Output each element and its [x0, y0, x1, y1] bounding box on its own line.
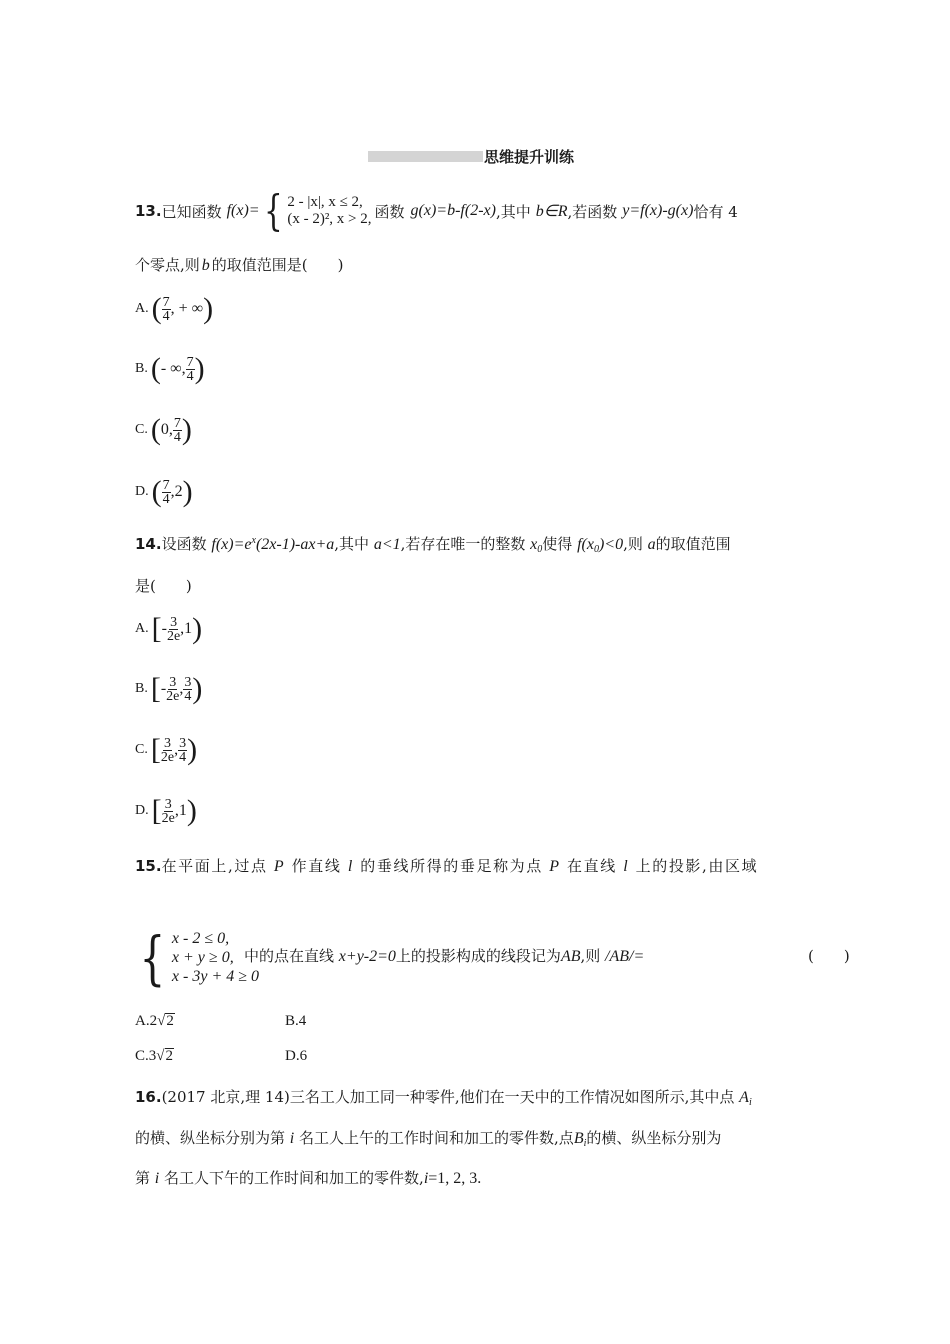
q16-line2: [135, 1127, 721, 1149]
q13-text3: ,其中: [495, 202, 531, 221]
q14-fx0-b: )<0: [598, 536, 624, 553]
q13-fx: f(x)=: [226, 202, 260, 219]
q16-Ai: [739, 1089, 752, 1106]
q14-x0: [530, 536, 542, 553]
option-sep: ,: [174, 741, 179, 758]
option-rest: ,1: [180, 620, 193, 637]
q16-text3a: 第: [135, 1169, 151, 1187]
sqrt-sign: √: [157, 1013, 166, 1029]
q15-text5: 上的投影,由区域: [635, 857, 759, 875]
radicand: 2: [165, 1048, 173, 1064]
q15-system: [134, 923, 260, 992]
q14-x: x: [530, 536, 538, 553]
close-paren: ): [203, 292, 214, 325]
q15-ineq1: x - 2 ≤ 0,: [171, 930, 230, 947]
q14-option-d[interactable]: [135, 796, 197, 826]
q15-text6: 中的点在直线: [244, 947, 335, 965]
q15-option-c[interactable]: [135, 1048, 174, 1065]
q13-text4: ,若函数: [567, 202, 618, 221]
denominator: 4: [179, 749, 187, 765]
numerator: 3: [169, 674, 177, 690]
open-bracket: [: [150, 672, 161, 705]
q16-text3b: 名工人下午的工作时间和加工的零件数,: [164, 1169, 424, 1187]
q15-number: 15.: [135, 857, 162, 875]
q16-B-sub: i: [583, 1138, 587, 1149]
open-paren: (: [150, 413, 161, 446]
q15-option-d[interactable]: [285, 1048, 307, 1065]
q16-text2a: 的横、纵坐标分别为第: [135, 1129, 286, 1147]
q15-line-eq: x+y-2=0: [338, 948, 396, 965]
q13-line2a: 个零点,则: [135, 256, 200, 274]
fraction: [161, 737, 174, 764]
q13-brace: {: [263, 186, 283, 235]
q15-text7: 上的投影构成的线段记为: [395, 947, 561, 965]
q15-line1: [135, 855, 758, 876]
q15-text4: 在直线: [567, 857, 617, 875]
option-pre: 0,: [160, 421, 173, 438]
q16-line3: [135, 1167, 481, 1188]
option-pre: -: [161, 620, 167, 637]
q13-line2: [135, 254, 344, 275]
q16-i3: i: [423, 1170, 429, 1187]
option-value: 3: [148, 1048, 157, 1064]
option-label: C.: [135, 742, 148, 757]
denominator: 2e: [160, 749, 175, 765]
option-value: 2: [149, 1013, 158, 1029]
option-sep: ,: [179, 680, 184, 697]
close-paren: ): [194, 352, 205, 385]
section-title: 思维提升训练: [484, 148, 575, 166]
q16-text2c: 的横、纵坐标分别为: [586, 1129, 722, 1147]
q14-cond: a<1: [373, 536, 401, 553]
close-paren: ): [192, 672, 203, 705]
q16-B: B: [573, 1130, 584, 1147]
q16-text1: (2017 北京,理 14)三名工人加工同一种零件,他们在一天中的工作情况如图所示,其中点: [161, 1088, 735, 1106]
option-pre: - ∞,: [160, 360, 186, 377]
q13-number: 13.: [135, 202, 162, 220]
q15-text8: ,则: [580, 947, 601, 965]
option-label: C.: [135, 1048, 149, 1064]
section-bar: [368, 151, 483, 162]
numerator: 3: [164, 796, 172, 812]
q14-fdef-a: f(x)=e: [211, 536, 252, 553]
open-paren: (: [151, 292, 162, 325]
q16-i1: i: [289, 1130, 295, 1147]
q15-l2: l: [623, 858, 630, 875]
fraction: [162, 296, 171, 323]
option-rest: ,2: [170, 483, 183, 500]
q13-case2: (x - 2)², x > 2,: [287, 211, 372, 227]
denominator: 4: [186, 368, 194, 384]
q13-text1: 已知函数: [161, 202, 222, 221]
denominator: 4: [173, 429, 181, 445]
q13-option-b[interactable]: [135, 354, 205, 384]
option-label: B.: [285, 1013, 299, 1029]
q15-line2: [134, 923, 260, 992]
q14-option-a[interactable]: [135, 614, 202, 644]
sqrt-sign: √: [156, 1048, 165, 1064]
q14-a: a: [647, 536, 656, 553]
option-rest: , + ∞: [170, 300, 204, 317]
q15-brace: {: [139, 923, 166, 992]
denominator: 4: [162, 308, 170, 324]
option-label: A.: [135, 301, 149, 316]
q13-b: b: [201, 257, 210, 274]
q13-option-d[interactable]: [135, 477, 193, 507]
fraction: [162, 479, 171, 506]
q15-answer-blank: ( ): [808, 947, 850, 965]
fraction: [162, 798, 175, 825]
numerator: 7: [173, 415, 181, 431]
radicand: 2: [166, 1013, 174, 1029]
denominator: 4: [184, 688, 192, 704]
option-label: D.: [285, 1048, 300, 1064]
option-label: B.: [135, 361, 148, 376]
close-paren: ): [192, 612, 203, 645]
option-label: A.: [135, 1013, 150, 1029]
q16-Bi: [574, 1130, 587, 1147]
q15-P1: P: [273, 858, 286, 875]
q14-text4: 使得: [542, 535, 573, 553]
q15-AB: AB: [560, 948, 581, 965]
denominator: 2e: [161, 810, 175, 826]
numerator: 3: [179, 735, 187, 751]
fraction: [167, 616, 180, 643]
q14-sup-x: x: [251, 535, 256, 546]
q16-number: 16.: [135, 1088, 162, 1106]
option-label: D.: [135, 484, 149, 499]
q14-x-sub: 0: [537, 544, 543, 555]
q14-text6: 的取值范围: [655, 535, 731, 553]
denominator: 2e: [166, 628, 181, 644]
q16-A: A: [739, 1089, 749, 1106]
q14-fx0-sub: 0: [593, 544, 599, 555]
q13-ydef: y=f(x)-g(x): [622, 202, 694, 219]
numerator: 3: [170, 614, 178, 630]
close-paren: ): [182, 475, 193, 508]
fraction: [186, 356, 195, 383]
fraction-2: [178, 737, 187, 764]
q14-text3: ,若存在唯一的整数: [400, 535, 526, 553]
q14-fdef: [211, 536, 334, 553]
q15-option-a[interactable]: [135, 1013, 175, 1030]
q16-A-sub: i: [748, 1097, 752, 1108]
q13-text2: 函数: [374, 202, 405, 221]
q15-l1: l: [347, 858, 354, 875]
q14-fdef-b: (2x-1)-ax+a: [255, 536, 335, 553]
fraction: [173, 417, 182, 444]
q13-bR: b∈R: [535, 203, 568, 220]
option-rest: ,1: [174, 802, 187, 819]
option-label: C.: [135, 422, 148, 437]
option-value: 6: [299, 1048, 308, 1064]
option-value: 4: [298, 1013, 307, 1029]
q14-text2: ,其中: [334, 535, 370, 553]
q13-piecewise: [260, 186, 372, 235]
open-bracket: [: [150, 733, 161, 766]
open-bracket: [: [151, 794, 162, 827]
q14-number: 14.: [135, 535, 162, 553]
option-label: B.: [135, 681, 148, 696]
numerator: 7: [162, 294, 170, 310]
q13-option-c[interactable]: [135, 415, 192, 445]
close-paren: ): [181, 413, 192, 446]
q13-cases: [287, 194, 371, 228]
q14-option-b[interactable]: [135, 674, 202, 704]
q14-text1: 设函数: [161, 535, 207, 553]
q14-text5: ,则: [623, 535, 643, 553]
q13-line1: [135, 186, 738, 235]
q13-text5: 恰有 4: [693, 202, 738, 221]
option-label: D.: [135, 803, 149, 818]
q13-case1: 2 - |x|, x ≤ 2,: [287, 194, 363, 210]
open-bracket: [: [151, 612, 162, 645]
q15-ineq2: x + y ≥ 0,: [171, 949, 234, 966]
q14-option-c[interactable]: [135, 735, 197, 765]
option-pre: -: [160, 680, 167, 697]
denominator: 4: [162, 491, 170, 507]
q15-text3: 的垂线所得的垂足称为点: [360, 857, 543, 875]
open-paren: (: [151, 475, 162, 508]
close-paren: ): [186, 794, 197, 827]
q15-absAB: /AB/=: [605, 948, 645, 965]
q15-line2-text: [244, 945, 644, 966]
close-paren: ): [187, 733, 198, 766]
fraction: [166, 676, 179, 703]
numerator: 3: [184, 674, 192, 690]
q15-ineq3: x - 3y + 4 ≥ 0: [171, 968, 260, 985]
q15-text1: 在平面上,过点: [161, 857, 268, 875]
q15-option-b[interactable]: [285, 1013, 306, 1030]
q13-line2c: 的取值范围是( ): [211, 256, 344, 274]
q16-i2: i: [154, 1170, 160, 1187]
q13-gdef: g(x)=b-f(2-x): [410, 202, 496, 219]
open-paren: (: [150, 352, 161, 385]
numerator: 7: [162, 477, 170, 493]
q15-text2: 作直线: [291, 857, 342, 875]
fraction-2: [183, 676, 192, 703]
option-label: A.: [135, 621, 149, 636]
q16-text3c: =1, 2, 3.: [428, 1170, 482, 1187]
q14-fx0: [577, 536, 623, 553]
q14-line1: [135, 533, 731, 555]
q16-text2b: 名工人上午的工作时间和加工的零件数,点: [299, 1129, 574, 1147]
numerator: 7: [186, 354, 194, 370]
q14-line2: 是( ): [135, 577, 192, 595]
denominator: 2e: [166, 688, 180, 704]
q13-option-a[interactable]: [135, 294, 213, 324]
q15-P2: P: [549, 858, 561, 875]
q16-line1: [135, 1086, 752, 1108]
q14-fx0-a: f(x: [577, 536, 594, 553]
numerator: 3: [163, 735, 171, 751]
